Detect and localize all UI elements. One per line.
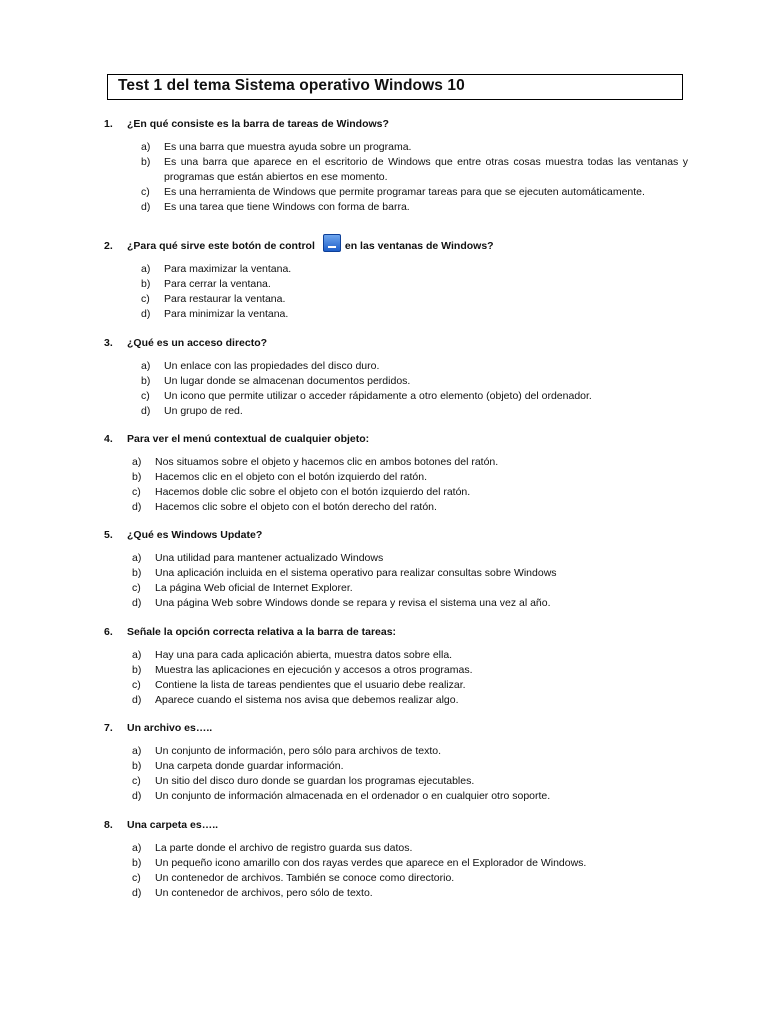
option-text: Una página Web sobre Windows donde se repara y revisa el sistema una vez al año. — [155, 597, 551, 609]
question-text: ¿Qué es un acceso directo? — [127, 337, 268, 349]
option-c — [104, 678, 684, 693]
test-title: Test 1 del tema Sistema operativo Windows 10 — [107, 74, 683, 100]
option-text: Hacemos doble clic sobre el objeto con el botón izquierdo del ratón. — [155, 486, 471, 498]
option-letter: a) — [141, 263, 151, 275]
option-letter: b) — [141, 278, 151, 290]
option-d — [104, 404, 684, 419]
option-letter: d) — [141, 308, 151, 320]
option-c — [104, 485, 684, 500]
question-number: 1. — [104, 118, 113, 130]
option-a — [104, 841, 684, 856]
option-text: Para cerrar la ventana. — [164, 278, 271, 290]
question-5 — [104, 528, 684, 611]
option-a — [104, 455, 684, 470]
option-d — [104, 886, 684, 901]
question-text-after: en las ventanas de Windows? — [344, 240, 494, 252]
option-text: Un contenedor de archivos. También se conoce como directorio. — [155, 872, 455, 884]
option-letter: c) — [141, 293, 150, 305]
question-header — [104, 721, 684, 735]
option-letter: a) — [132, 745, 142, 757]
option-text: Un grupo de red. — [164, 405, 243, 417]
option-text: Una carpeta donde guardar información. — [155, 760, 344, 772]
option-text: Un conjunto de información, pero sólo para archivos de texto. — [155, 745, 441, 757]
minimize-window-icon — [323, 234, 341, 252]
option-d — [104, 200, 684, 215]
option-text: Un sitio del disco duro donde se guardan los programas ejecutables. — [155, 775, 475, 787]
option-letter: d) — [132, 501, 142, 513]
option-letter: d) — [132, 694, 142, 706]
option-a — [104, 262, 684, 277]
option-letter: c) — [132, 486, 141, 498]
options-list — [104, 359, 684, 419]
option-b — [104, 566, 684, 581]
option-b — [104, 759, 684, 774]
options-list — [104, 140, 688, 215]
option-d — [104, 596, 684, 611]
question-header — [104, 818, 684, 832]
option-b — [104, 663, 684, 678]
option-text: Un enlace con las propiedades del disco duro. — [164, 360, 380, 372]
option-letter: c) — [141, 390, 150, 402]
question-number: 2. — [104, 240, 113, 252]
question-header — [104, 117, 684, 131]
option-d — [104, 789, 684, 804]
option-a — [104, 648, 684, 663]
question-header — [104, 336, 684, 350]
option-text: Una aplicación incluida en el sistema operativo para realizar consultas sobre Windows — [155, 567, 557, 579]
option-text: Un pequeño icono amarillo con dos rayas verdes que aparece en el Explorador de Windows. — [155, 857, 587, 869]
option-c — [104, 185, 684, 200]
question-text: ¿En qué consiste es la barra de tareas de Windows? — [127, 118, 389, 130]
option-text: Nos situamos sobre el objeto y hacemos clic en ambos botones del ratón. — [155, 456, 499, 468]
option-letter: c) — [132, 872, 141, 884]
option-d — [104, 307, 684, 322]
option-text: Es una herramienta de Windows que permite programar tareas para que se ejecuten automáticamente. — [164, 186, 645, 198]
option-letter: b) — [132, 567, 142, 579]
option-letter: b) — [132, 857, 142, 869]
question-6 — [104, 625, 684, 708]
option-letter: d) — [132, 887, 142, 899]
question-1 — [104, 117, 688, 215]
option-letter: d) — [132, 597, 142, 609]
question-7 — [104, 721, 684, 804]
option-text: Un lugar donde se almacenan documentos perdidos. — [164, 375, 411, 387]
options-list — [104, 841, 684, 901]
option-letter: c) — [132, 775, 141, 787]
option-c — [104, 581, 684, 596]
question-text: ¿Qué es Windows Update? — [127, 529, 263, 541]
question-number: 3. — [104, 337, 113, 349]
option-text: Hay una para cada aplicación abierta, muestra datos sobre ella. — [155, 649, 453, 661]
option-c — [104, 774, 684, 789]
option-b — [104, 277, 684, 292]
option-d — [104, 500, 684, 515]
option-letter: a) — [141, 141, 151, 153]
option-a — [104, 359, 684, 374]
question-text: Para ver el menú contextual de cualquier objeto: — [127, 433, 370, 445]
option-a — [104, 744, 684, 759]
option-b — [104, 374, 684, 389]
option-text: Es una barra que muestra ayuda sobre un programa. — [164, 141, 412, 153]
option-letter: d) — [141, 405, 151, 417]
option-letter: d) — [141, 201, 151, 213]
option-text: Un icono que permite utilizar o acceder rápidamente a otro elemento (objeto) del ordenador. — [164, 390, 592, 402]
option-letter: a) — [132, 552, 142, 564]
question-8 — [104, 818, 684, 901]
option-text: Para maximizar la ventana. — [164, 263, 292, 275]
options-list — [104, 455, 684, 515]
question-header — [104, 625, 684, 639]
question-text: Una carpeta es….. — [127, 819, 219, 831]
option-letter: b) — [132, 664, 142, 676]
option-a — [104, 140, 684, 155]
question-number: 7. — [104, 722, 113, 734]
option-text: Es una barra que aparece en el escritorio de Windows que entre otras cosas muestra todas las ventanas y programas que están abiertos en ese momento. — [164, 156, 688, 183]
option-b — [104, 155, 688, 185]
question-number: 8. — [104, 819, 113, 831]
option-text: Una utilidad para mantener actualizado Windows — [155, 552, 384, 564]
option-text: Un contenedor de archivos, pero sólo de texto. — [155, 887, 373, 899]
option-letter: c) — [132, 582, 141, 594]
options-list — [104, 551, 684, 611]
option-c — [104, 292, 684, 307]
question-number: 4. — [104, 433, 113, 445]
question-number: 6. — [104, 626, 113, 638]
options-list — [104, 262, 684, 322]
option-text: Para minimizar la ventana. — [164, 308, 289, 320]
option-letter: c) — [132, 679, 141, 691]
option-text: Un conjunto de información almacenada en el ordenador o en cualquier otro soporte. — [155, 790, 551, 802]
question-2 — [104, 239, 684, 322]
option-text: La página Web oficial de Internet Explorer. — [155, 582, 353, 594]
option-letter: b) — [141, 156, 151, 168]
option-text: Aparece cuando el sistema nos avisa que debemos realizar algo. — [155, 694, 459, 706]
question-header — [104, 528, 684, 542]
question-3 — [104, 336, 684, 419]
question-text-before: ¿Para qué sirve este botón de control — [127, 240, 315, 252]
option-letter: b) — [132, 471, 142, 483]
question-header — [104, 239, 684, 253]
option-text: Hacemos clic sobre el objeto con el botón derecho del ratón. — [155, 501, 437, 513]
option-d — [104, 693, 684, 708]
options-list — [104, 744, 684, 804]
option-b — [104, 470, 684, 485]
option-letter: b) — [132, 760, 142, 772]
question-4 — [104, 432, 684, 515]
option-text: Hacemos clic en el objeto con el botón izquierdo del ratón. — [155, 471, 427, 483]
option-letter: a) — [132, 456, 142, 468]
option-letter: c) — [141, 186, 150, 198]
option-c — [104, 389, 684, 404]
option-text: Para restaurar la ventana. — [164, 293, 286, 305]
option-text: Muestra las aplicaciones en ejecución y accesos a otros programas. — [155, 664, 473, 676]
option-text: Es una tarea que tiene Windows con forma de barra. — [164, 201, 410, 213]
option-letter: b) — [141, 375, 151, 387]
option-text: La parte donde el archivo de registro guarda sus datos. — [155, 842, 413, 854]
option-b — [104, 856, 684, 871]
option-letter: a) — [141, 360, 151, 372]
option-letter: a) — [132, 649, 142, 661]
question-number: 5. — [104, 529, 113, 541]
question-text: Señale la opción correcta relativa a la barra de tareas: — [127, 626, 397, 638]
option-text: Contiene la lista de tareas pendientes que el usuario debe realizar. — [155, 679, 466, 691]
option-letter: a) — [132, 842, 142, 854]
option-a — [104, 551, 684, 566]
question-header — [104, 432, 684, 446]
question-text: Un archivo es….. — [127, 722, 213, 734]
option-c — [104, 871, 684, 886]
options-list — [104, 648, 684, 708]
option-letter: d) — [132, 790, 142, 802]
